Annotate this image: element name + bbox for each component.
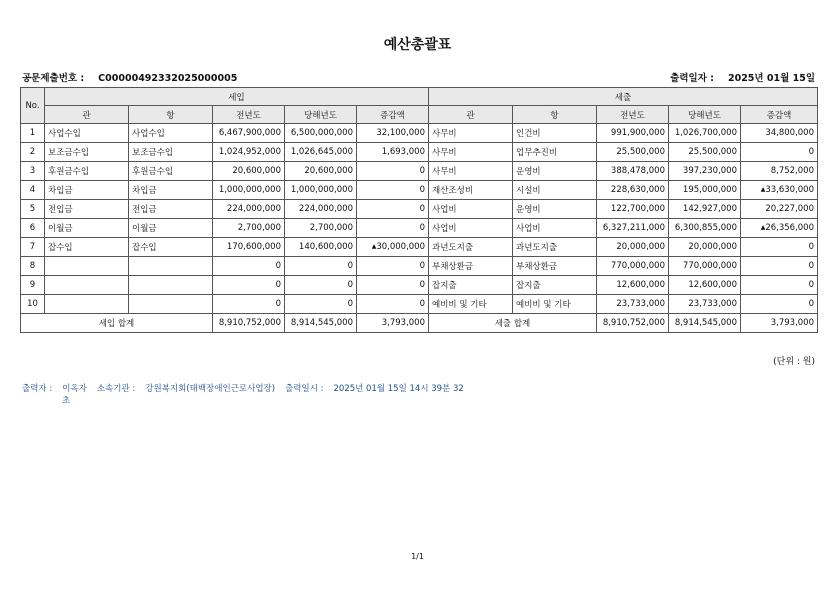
revenue-hang-cell: 사업수입 [129, 124, 213, 143]
revenue-gwan-cell: 이월금 [45, 219, 129, 238]
expense-prev-header: 전년도 [597, 106, 669, 124]
expense-diff-cell: 0 [741, 295, 818, 314]
print-time-label: 출력일시 : [285, 384, 324, 394]
expense-curr-cell: 195,000,000 [669, 181, 741, 200]
expense-diff-cell: 34,800,000 [741, 124, 818, 143]
revenue-header: 세입 [45, 88, 429, 106]
expense-diff-cell: ▲26,356,000 [741, 219, 818, 238]
revenue-gwan-cell: 사업수입 [45, 124, 129, 143]
budget-summary-table [20, 87, 818, 333]
doc-number [22, 70, 237, 84]
revenue-gwan-cell: 잡수입 [45, 238, 129, 257]
print-date [670, 70, 815, 84]
revenue-curr-cell: 1,026,645,000 [285, 143, 357, 162]
revenue-gwan-cell [45, 295, 129, 314]
revenue-gwan-cell: 후원금수입 [45, 162, 129, 181]
revenue-diff-cell: 0 [357, 200, 429, 219]
revenue-total-label: 세입 합계 [21, 314, 213, 333]
expense-hang-cell: 예비비 및 기타 [513, 295, 597, 314]
expense-gwan-cell: 사무비 [429, 143, 513, 162]
expense-hang-cell: 과년도지출 [513, 238, 597, 257]
expense-curr-cell: 25,500,000 [669, 143, 741, 162]
expense-curr-cell: 6,300,855,000 [669, 219, 741, 238]
revenue-curr-cell: 0 [285, 295, 357, 314]
row-no-cell: 8 [21, 257, 45, 276]
expense-curr-cell: 12,600,000 [669, 276, 741, 295]
expense-hang-header: 항 [513, 106, 597, 124]
revenue-diff-cell: 0 [357, 295, 429, 314]
revenue-diff-cell: 0 [357, 181, 429, 200]
org-name: 강원복지회(태백장애인근로사업장) [145, 384, 276, 394]
row-no-cell: 6 [21, 219, 45, 238]
expense-gwan-cell: 부채상환금 [429, 257, 513, 276]
expense-curr-cell: 397,230,000 [669, 162, 741, 181]
revenue-diff-cell: 0 [357, 219, 429, 238]
revenue-hang-cell: 후원금수입 [129, 162, 213, 181]
expense-prev-cell: 20,000,000 [597, 238, 669, 257]
print-time-value: 2025년 01월 15일 14시 39분 32 [333, 384, 464, 394]
expense-gwan-cell: 사무비 [429, 124, 513, 143]
expense-diff-cell: ▲33,630,000 [741, 181, 818, 200]
revenue-curr-cell: 140,600,000 [285, 238, 357, 257]
expense-curr-cell: 142,927,000 [669, 200, 741, 219]
revenue-hang-cell: 보조금수입 [129, 143, 213, 162]
unit-label: (단위 : 원) [773, 357, 815, 367]
expense-total-label: 세출 합계 [429, 314, 597, 333]
revenue-prev-cell: 6,467,900,000 [213, 124, 285, 143]
revenue-diff-cell: 0 [357, 257, 429, 276]
expense-diff-cell: 0 [741, 257, 818, 276]
revenue-curr-cell: 0 [285, 276, 357, 295]
expense-curr-cell: 20,000,000 [669, 238, 741, 257]
revenue-prev-cell: 224,000,000 [213, 200, 285, 219]
revenue-diff-cell: 1,693,000 [357, 143, 429, 162]
revenue-curr-cell: 6,500,000,000 [285, 124, 357, 143]
row-no-cell: 4 [21, 181, 45, 200]
revenue-gwan-header: 관 [45, 106, 129, 124]
revenue-gwan-cell: 보조금수입 [45, 143, 129, 162]
row-no-cell: 5 [21, 200, 45, 219]
expense-hang-cell: 잡지출 [513, 276, 597, 295]
expense-diff-cell: 20,227,000 [741, 200, 818, 219]
expense-gwan-cell: 과년도지출 [429, 238, 513, 257]
expense-diff-header: 증감액 [741, 106, 818, 124]
revenue-hang-header: 항 [129, 106, 213, 124]
table-row [21, 124, 818, 143]
table-row [21, 257, 818, 276]
expense-hang-cell: 시설비 [513, 181, 597, 200]
org-label: 소속기관 : [96, 384, 136, 394]
revenue-prev-cell: 1,000,000,000 [213, 181, 285, 200]
expense-gwan-cell: 사무비 [429, 162, 513, 181]
expense-hang-cell: 인건비 [513, 124, 597, 143]
expense-curr-cell: 23,733,000 [669, 295, 741, 314]
expense-total-curr: 8,914,545,000 [669, 314, 741, 333]
expense-gwan-cell: 사업비 [429, 219, 513, 238]
expense-total-diff: 3,793,000 [741, 314, 818, 333]
table-row [21, 162, 818, 181]
expense-header: 세출 [429, 88, 818, 106]
expense-diff-cell: 0 [741, 143, 818, 162]
revenue-total-diff: 3,793,000 [357, 314, 429, 333]
expense-diff-cell: 0 [741, 276, 818, 295]
no-header: No. [21, 88, 45, 124]
expense-curr-cell: 770,000,000 [669, 257, 741, 276]
expense-diff-cell: 0 [741, 238, 818, 257]
revenue-gwan-cell: 차입금 [45, 181, 129, 200]
table-row [21, 181, 818, 200]
revenue-curr-cell: 1,000,000,000 [285, 181, 357, 200]
row-no-cell: 10 [21, 295, 45, 314]
expense-hang-cell: 사업비 [513, 219, 597, 238]
expense-hang-cell: 운영비 [513, 162, 597, 181]
expense-hang-cell: 업무추진비 [513, 143, 597, 162]
revenue-total-curr: 8,914,545,000 [285, 314, 357, 333]
revenue-curr-cell: 2,700,000 [285, 219, 357, 238]
revenue-diff-header: 증감액 [357, 106, 429, 124]
revenue-prev-header: 전년도 [213, 106, 285, 124]
expense-gwan-cell: 재산조성비 [429, 181, 513, 200]
revenue-prev-cell: 1,024,952,000 [213, 143, 285, 162]
expense-prev-cell: 991,900,000 [597, 124, 669, 143]
expense-hang-cell: 운영비 [513, 200, 597, 219]
expense-total-prev: 8,910,752,000 [597, 314, 669, 333]
print-date-value: 2025년 01월 15일 [727, 73, 815, 84]
table-row [21, 143, 818, 162]
revenue-hang-cell: 전입금 [129, 200, 213, 219]
revenue-hang-cell: 차입금 [129, 181, 213, 200]
revenue-prev-cell: 170,600,000 [213, 238, 285, 257]
revenue-gwan-cell [45, 257, 129, 276]
expense-curr-header: 당해년도 [669, 106, 741, 124]
expense-prev-cell: 770,000,000 [597, 257, 669, 276]
expense-prev-cell: 388,478,000 [597, 162, 669, 181]
revenue-hang-cell: 잡수입 [129, 238, 213, 257]
revenue-prev-cell: 0 [213, 295, 285, 314]
expense-prev-cell: 122,700,000 [597, 200, 669, 219]
table-row [21, 219, 818, 238]
table-row [21, 295, 818, 314]
row-no-cell: 1 [21, 124, 45, 143]
revenue-gwan-cell [45, 276, 129, 295]
expense-gwan-cell: 잡지출 [429, 276, 513, 295]
revenue-hang-cell [129, 257, 213, 276]
revenue-hang-cell: 이월금 [129, 219, 213, 238]
expense-hang-cell: 부채상환금 [513, 257, 597, 276]
table-row [21, 238, 818, 257]
doc-number-label: 공문제출번호 : [22, 73, 85, 84]
table-row [21, 200, 818, 219]
revenue-prev-cell: 0 [213, 276, 285, 295]
revenue-curr-cell: 0 [285, 257, 357, 276]
expense-diff-cell: 8,752,000 [741, 162, 818, 181]
revenue-curr-header: 당해년도 [285, 106, 357, 124]
row-no-cell: 3 [21, 162, 45, 181]
revenue-diff-cell: 0 [357, 162, 429, 181]
revenue-prev-cell: 0 [213, 257, 285, 276]
revenue-hang-cell [129, 276, 213, 295]
expense-gwan-cell: 사업비 [429, 200, 513, 219]
expense-prev-cell: 12,600,000 [597, 276, 669, 295]
page-number: 1/1 [411, 552, 424, 561]
printer-name: 이옥자 [62, 384, 87, 394]
expense-prev-cell: 23,733,000 [597, 295, 669, 314]
revenue-total-prev: 8,910,752,000 [213, 314, 285, 333]
print-time-continuation: 초 [62, 396, 71, 406]
revenue-prev-cell: 2,700,000 [213, 219, 285, 238]
table-row [21, 276, 818, 295]
revenue-diff-cell: 32,100,000 [357, 124, 429, 143]
expense-prev-cell: 25,500,000 [597, 143, 669, 162]
print-footer [22, 383, 464, 407]
revenue-prev-cell: 20,600,000 [213, 162, 285, 181]
expense-curr-cell: 1,026,700,000 [669, 124, 741, 143]
revenue-curr-cell: 224,000,000 [285, 200, 357, 219]
row-no-cell: 7 [21, 238, 45, 257]
print-date-label: 출력일자 : [670, 73, 714, 84]
row-no-cell: 9 [21, 276, 45, 295]
revenue-diff-cell: 0 [357, 276, 429, 295]
revenue-curr-cell: 20,600,000 [285, 162, 357, 181]
totals-row [21, 314, 818, 333]
revenue-hang-cell [129, 295, 213, 314]
revenue-diff-cell: ▲30,000,000 [357, 238, 429, 257]
printer-label: 출력자 : [22, 384, 53, 394]
expense-prev-cell: 228,630,000 [597, 181, 669, 200]
doc-number-value: C00000492332025000005 [98, 73, 238, 84]
expense-gwan-header: 관 [429, 106, 513, 124]
report-title: 예산총괄표 [383, 37, 452, 53]
expense-gwan-cell: 예비비 및 기타 [429, 295, 513, 314]
expense-prev-cell: 6,327,211,000 [597, 219, 669, 238]
revenue-gwan-cell: 전입금 [45, 200, 129, 219]
row-no-cell: 2 [21, 143, 45, 162]
